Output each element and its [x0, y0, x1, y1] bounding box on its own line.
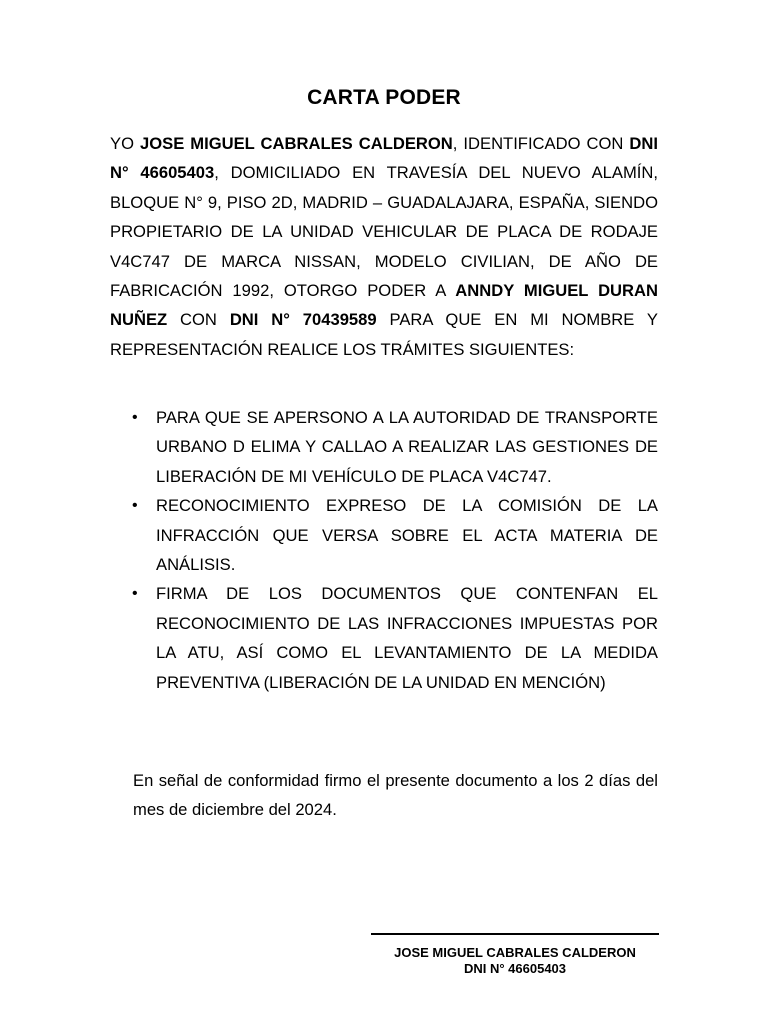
grantee-name: ANNDY MIGUEL DURAN NUÑEZ [110, 281, 658, 330]
signature-block [371, 945, 659, 977]
grantee-dni: DNI N° 70439589 [229, 310, 377, 330]
bullet-icon: • [132, 409, 138, 426]
grantor-name: JOSE MIGUEL CABRALES CALDERON [140, 134, 453, 153]
list-item-text: FIRMA DE LOS DOCUMENTOS QUE CONTENFAN EL RECONOCIMIENTO DE LAS INFRACCIONES IMPUESTAS POR LA ATU, ASÍ COMO EL LEVANTAMIENTO DE LA MEDIDA PREVENTIVA (LIBERACIÓN DE LA UNIDAD EN MENCIÓN) [156, 584, 658, 692]
bullet-icon: • [132, 585, 138, 603]
signature-line [371, 933, 659, 935]
list-item-text: RECONOCIMIENTO EXPRESO DE LA COMISIÓN DE LA INFRACCIÓN QUE VERSA SOBRE EL ACTA MATERIA DE ANÁLISIS. [156, 496, 658, 575]
body-text-1: YO [110, 134, 140, 153]
body-paragraph [110, 129, 658, 364]
body-text-3: , DOMICILIADO EN TRAVESÍA DEL NUEVO ALAMÍN, BLOQUE N° 9, PISO 2D, MADRID – GUADALAJARA, ESPAÑA, SIENDO PROPIETARIO DE LA UNIDAD VEHICULAR DE PLACA DE RODAJE V4C747 DE MARCA NISSAN, MODELO CIVILIAN, DE AÑO DE FABRICACIÓN 1992, OTORGO PODER A [110, 163, 659, 301]
grantor-dni: DNI N° 46605403 [110, 134, 658, 183]
list-item [110, 491, 658, 579]
bullet-icon: • [132, 497, 138, 515]
list-item [110, 403, 658, 491]
body-text-2: , IDENTIFICADO CON [452, 134, 630, 153]
closing-paragraph: En señal de conformidad firmo el presente documento a los 2 días del mes de diciembre del 2024. [133, 771, 658, 820]
document-title: CARTA PODER [307, 86, 461, 109]
body-text-5: PARA QUE EN MI NOMBRE Y REPRESENTACIÓN REALICE LOS TRÁMITES SIGUIENTES: [110, 310, 658, 359]
body-text-4: CON [167, 310, 230, 330]
signature-name: JOSE MIGUEL CABRALES CALDERON [394, 945, 636, 960]
procedures-list [110, 403, 658, 697]
list-item [110, 579, 658, 697]
signature-dni: DNI N° 46605403 [463, 961, 567, 976]
list-item-text: PARA QUE SE APERSONO A LA AUTORIDAD DE TRANSPORTE URBANO D ELIMA Y CALLAO A REALIZAR LAS GESTIONES DE LIBERACIÓN DE MI VEHÍCULO DE PLACA V4C747. [156, 408, 658, 486]
